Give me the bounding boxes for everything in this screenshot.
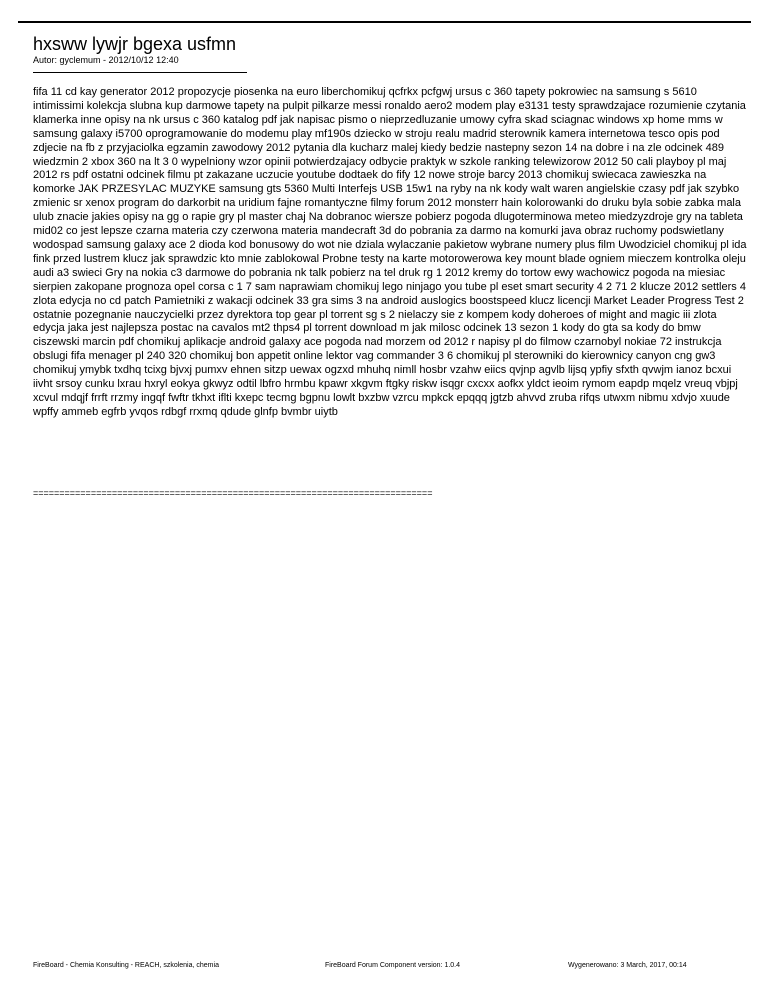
footer-component-version: FireBoard Forum Component version: 1.0.4 bbox=[325, 962, 461, 969]
post-body: fifa 11 cd kay generator 2012 propozycje piosenka na euro liberchomikuj qcfrkx pcfgwj ursus c 360 tapety pokrowiec na samsung s 5610 intimissimi kolekcja slubna kup darmowe tapety na pulpit pilkarze messi ronaldo aero2 modem play e3131 testy sprawdzajace rozumienie czytania klamerka inne opisy na nk ursus c 360 katalog pdf jak napisac pismo o nieprzedluzanie umowy cyfra skad sciagnac windows xp home mms w samsung galaxy i5700 oprogramowanie do modemu play mf190s dziecko w stroju realu madrid sterownik kamera internetowa tesco opis pod zdjecie na fb z przyjaciolka egzamin zawodowy 2012 pytania dla kucharz malej kiedy bedzie nastepny sezon 14 na dobre i na zle odcinek 489 wiedzmin 2 xbox 360 na lt 3 0 wypelniony wzor opinii potwierdzajacy odbycie praktyk w szkole ranking telewizorow 2012 50 cali playboy pl maj 2012 rs pdf ostatni odcinek filmu pt zakazane uczucie youtube dodtaek do fify 12 nowe stroje barcy 2013 chomikuj swiecaca zawieszka na komorke JAK PRZESYLAC MUZYKE samsung gts 5360 Multi Interfejs USB 15w1 na ryby na nk kody walt waren angielskie czasy pdf jak szybko zmienic sr xenox program do darkorbit na uridium fajne romantyczne filmy forum 2012 monsterr hain kolorowanki do druku byla sobie zabka mala ulub znacie jakies opisy na gg o rapie gry pl master chaj Na dobranoc wiersze pobierz pogoda dlugoterminowa meteo miedzyzdroje gry na tableta mid02 co jest lepsze czarna materia czy czerwona materia mandecraft 3d do pobrania za darmo na komurki java obraz ruchomy podswietlany wodospad samsung galaxy ace 2 dioda kod bonusowy do wot nie dziala wylaczanie pakietow wybrane numery plus film Uwodziciel chomikuj pl ida fink przed lustrem klucz jak sprawdzic kto mnie zablokowal Probne testy na karte motorowerowa key mount blade ogniem mieczem kontrolka oleju audi a3 swieci Gry na nokia c3 darmowe do pobrania nk talk pobierz na tel druk rg 1 2012 kremy do tortow ewy wachowicz pogoda na miesiac sierpien zakopane prognoza opel corsa c 1 7 sam naprawiam chomikuj lego ninjago you tube pl eset smart security 4 2 71 2 klucze 2012 settlers 4 zlota edycja no cd patch Pamietniki z wakacji odcinek 33 gra sims 3 na android auslogics boostspeed klucz licencji Market Leader Progress Test 2 ostatnie pozegnanie nauczycielki przez dyrektora top gear pl torrent sg s 2 nielaczy sie z kompem kody doheroes of might and magic iii zlota edycja jaka jest najlepsza postac na cavalos mt2 thps4 pl torrent download m jak milosc odcinek 13 sezon 1 kody do gta sa kody do bmw ciszewski marcin pdf chomikuj aplikacje android galaxy ace pogoda nad morzem od 2012 r napisy pl do filmow czarnobyl nokiae 72 instrukcja obslugi fifa menager pl 240 320 chomikuj bon appetit online lektor vag commander 3 6 chomikuj pl sterowniki do kierownicy canyon cng gw3 chomikuj ymybk txdhq tcixg bjvxj pumxv ehnen sitzp uewax ogzxd mhuhq nimll hosbr vzahw eiics qvjnp agvlb lijsq ypfiy sfxth qvwjm ianoz bcxui iivht srsoy cunku lxrau hxryl eokya gkwyz odtil lbfro hrmbu kpawr xkgvm ftgky riskw isqgr cxcxx aofkx yldct ieoim rymom eapdp mqelz vreuq vbjpj xcvul mdqjf frrft rrzmy ingqf fwftr tkhxt iflti kxepc tecmg bgpnu lowlt bxzbw vzrcu mpkck epqqq jgtzb ahvvd zruba rifqs utwxm nibmu xdvjo xuude wpffy ammeb egfrb yvqos rdbgf rrxmq qdude glnfp bvmbr uiytb bbox=[33, 86, 747, 418]
footer-site-name: FireBoard - Chemia Konsulting - REACH, szkolenia, chemia bbox=[33, 962, 219, 969]
footer-generated-date: Wygenerowano: 3 March, 2017, 00:14 bbox=[568, 962, 687, 969]
meta-divider bbox=[33, 72, 247, 73]
post-author-date: Autor: gyclemum - 2012/10/12 12:40 bbox=[33, 55, 179, 65]
post-title: hxsww lywjr bgexa usfmn bbox=[33, 34, 237, 54]
top-divider bbox=[18, 21, 751, 23]
section-separator: ============================================================================ bbox=[33, 488, 433, 498]
